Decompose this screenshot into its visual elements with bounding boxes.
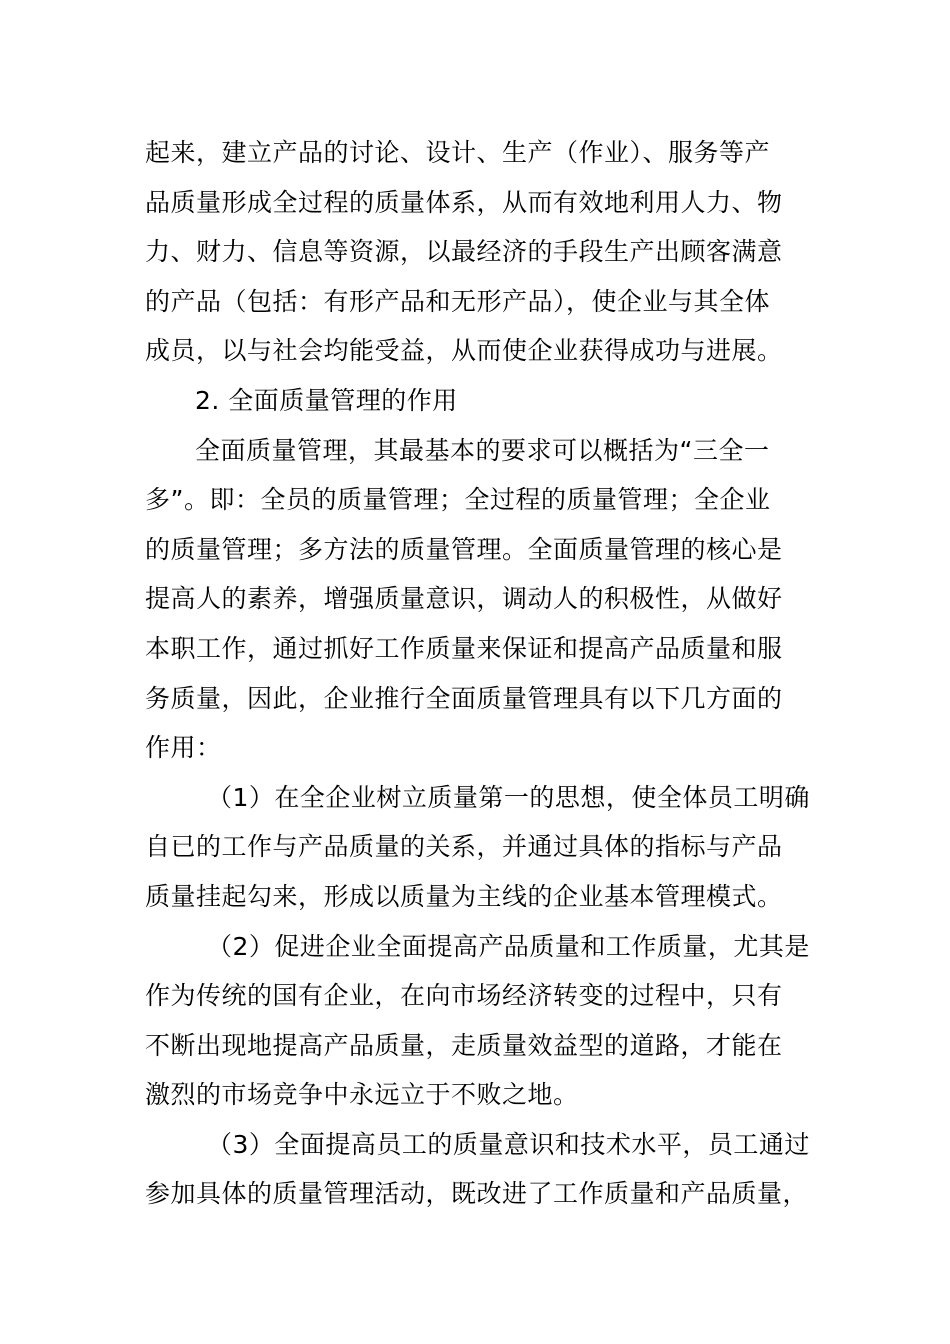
text-line: 的产品（包括：有形产品和无形产品），使企业与其全体 [145,286,771,316]
text-line: 的质量管理；多方法的质量管理。全面质量管理的核心是 [145,534,783,564]
text-line: 力、财力、信息等资源，以最经济的手段生产出顾客满意 [145,237,783,267]
text-line: 作为传统的国有企业，在向市场经济转变的过程中，只有 [145,981,783,1011]
section-heading: 2. 全面质量管理的作用 [195,385,458,415]
text-line: 自已的工作与产品质量的关系，并通过具体的指标与产品 [145,832,783,862]
text-line: 多”。即：全员的质量管理；全过程的质量管理；全企业 [145,485,771,515]
text-line: 参加具体的质量管理活动，既改进了工作质量和产品质量， [145,1179,809,1209]
list-item-3-start: （3）全面提高员工的质量意识和技术水平，员工通过 [207,1129,810,1159]
list-item-2-start: （2）促进企业全面提高产品质量和工作质量，尤其是 [207,931,810,961]
list-item-1-start: （1）在全企业树立质量第一的思想，使全体员工明确 [207,782,810,812]
text-line: 起来，建立产品的讨论、设计、生产（作业）、服务等产 [145,138,771,167]
text-line: 质量挂起勾来，形成以质量为主线的企业基本管理模式。 [145,881,783,911]
text-line: 不断出现地提高产品质量，走质量效益型的道路，才能在 [145,1030,783,1060]
body-text [145,128,810,1219]
paragraph-start-line: 全面质量管理，其最基本的要求可以概括为“三全一 [195,435,770,465]
text-line: 务质量，因此，企业推行全面质量管理具有以下几方面的 [145,683,783,713]
text-line: 品质量形成全过程的质量体系，从而有效地利用人力、物 [145,187,783,217]
text-line: 提高人的素养，增强质量意识，调动人的积极性，从做好 [145,584,783,614]
text-line: 成员，以与社会均能受益，从而使企业获得成功与进展。 [145,336,783,366]
text-line: 本职工作，通过抓好工作质量来保证和提高产品质量和服 [145,633,783,663]
text-line: 激烈的市场竞争中永远立于不败之地。 [145,1080,579,1110]
text-line: 作用： [145,733,222,763]
